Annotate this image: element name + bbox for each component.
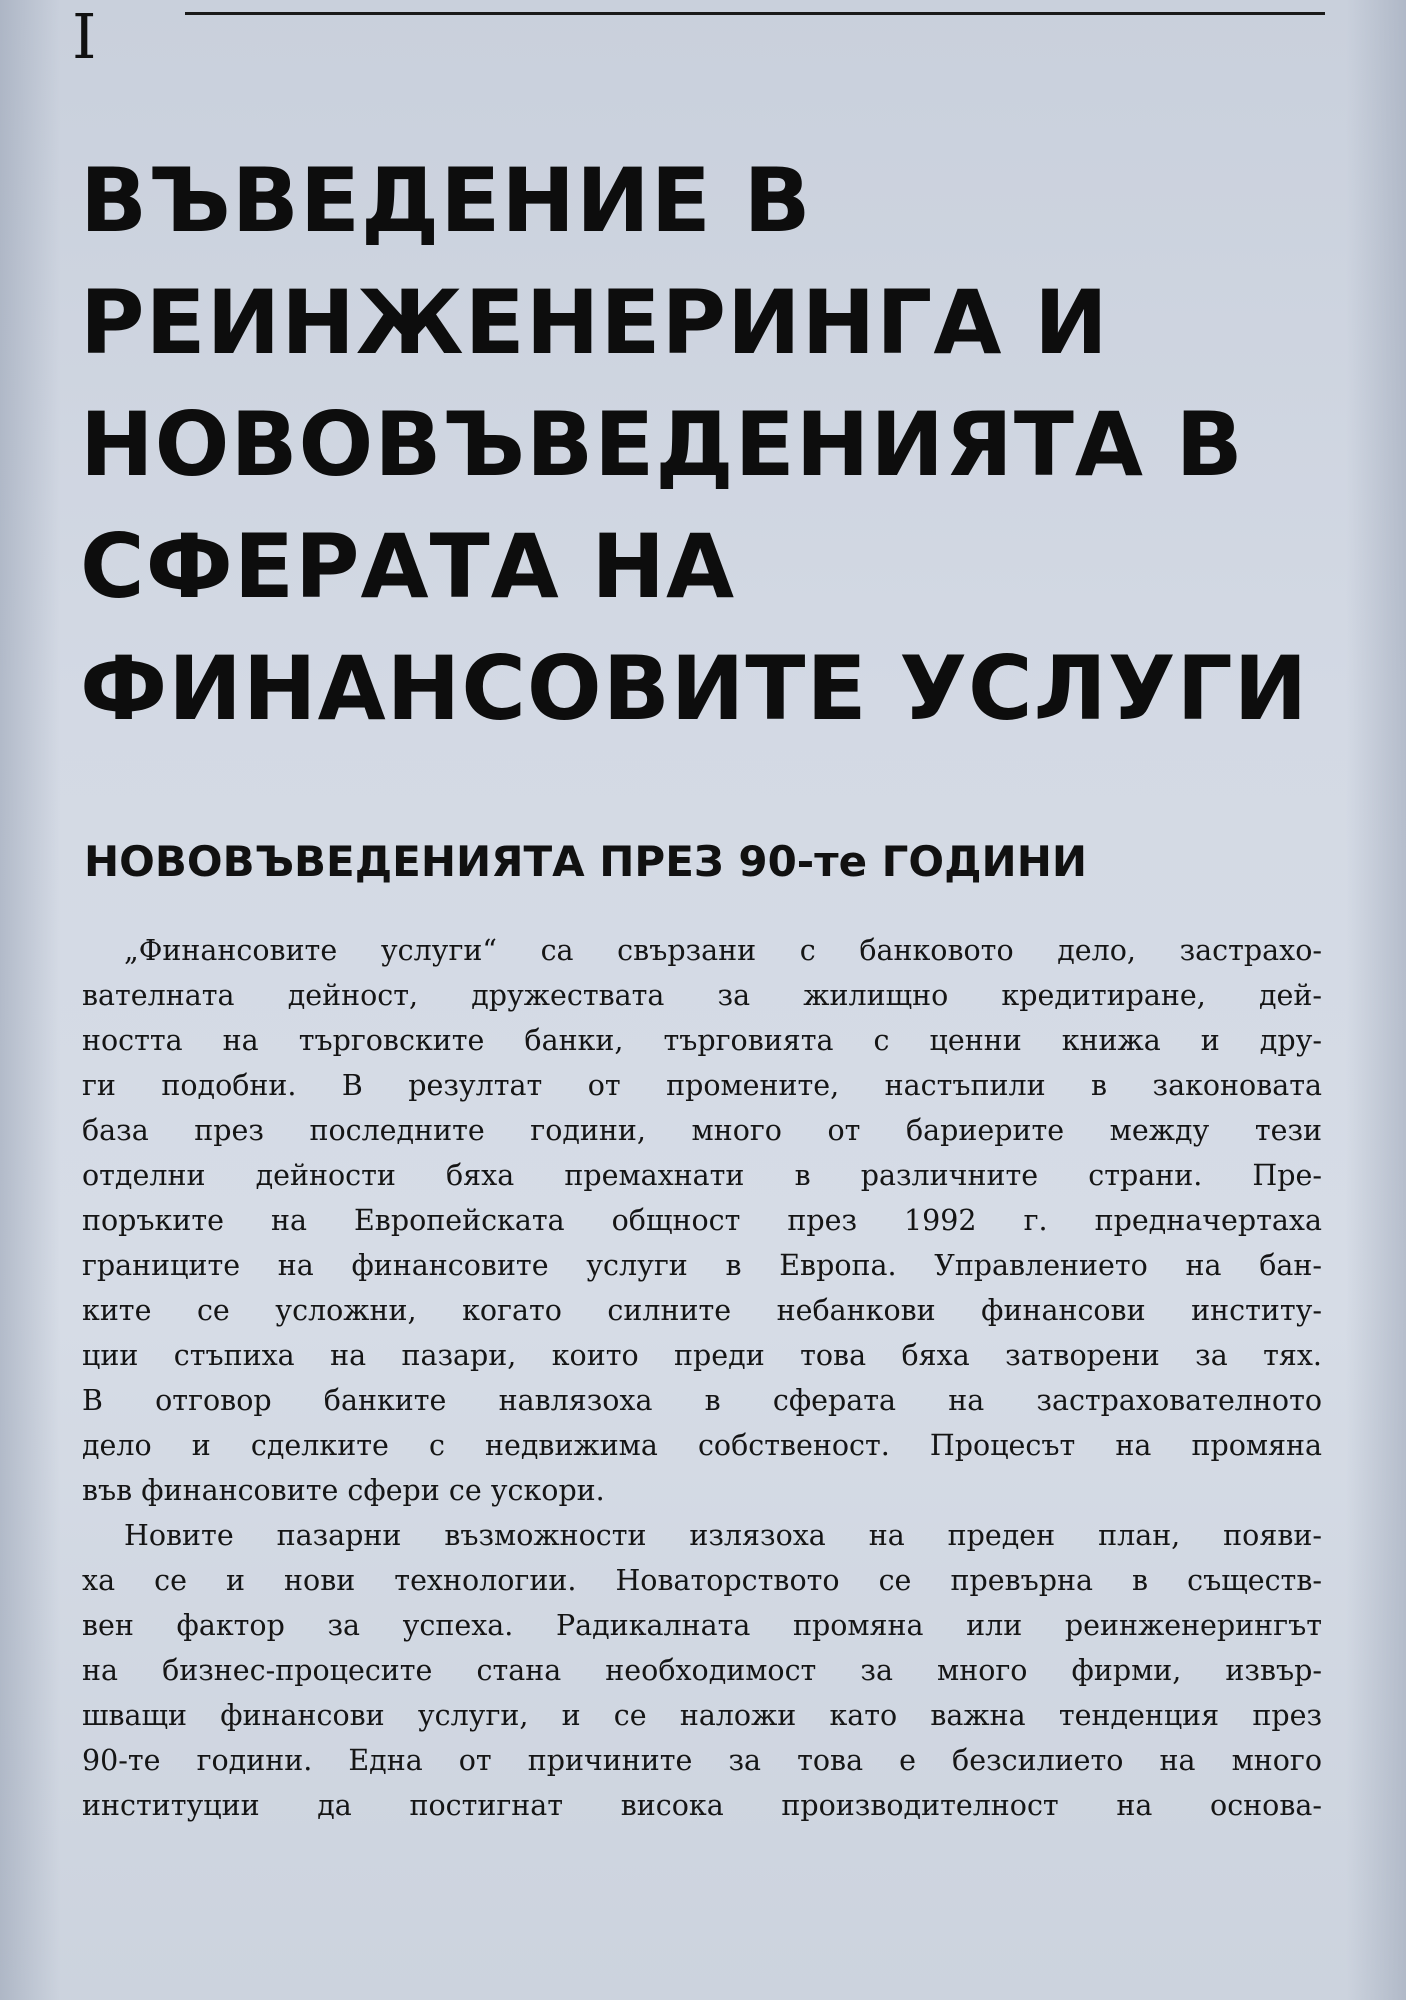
page-left-shadow [0,0,60,2000]
text-line: ги подобни. В резултат от промените, настъпили в законовата [82,1069,1322,1102]
text-line: Новите пазарни възможности излязоха на преден план, появи- [124,1519,1322,1552]
text-line: „Финансовите услуги“ са свързани с банковото дело, застрахо- [124,934,1322,967]
text-line: във финансовите сфери се ускори. [82,1474,605,1507]
chapter-numeral: I [72,0,97,73]
body-text [82,928,1322,1828]
text-line: 90-те години. Една от причините за това е безсилието на много [82,1744,1322,1777]
text-line: В отговор банките навлязоха в сферата на застрахователното [82,1384,1322,1417]
chapter-title-line: ФИНАНСОВИТЕ УСЛУГИ [80,637,1309,740]
text-line: границите на финансовите услуги в Европа. Управлението на бан- [82,1249,1322,1282]
chapter-title [80,140,1309,750]
text-line: база през последните години, много от бариерите между тези [82,1114,1322,1147]
text-line: шващи финансови услуги, и се наложи като важна тенденция през [82,1699,1322,1732]
text-line: институции да постигнат висока производителност на основа- [82,1789,1322,1822]
text-line: ции стъпиха на пазари, които преди това бяха затворени за тях. [82,1339,1322,1372]
text-line: отделни дейности бяха премахнати в различните страни. Пре- [82,1159,1322,1192]
text-line: вен фактор за успеха. Радикалната промяна или реинженерингът [82,1609,1322,1642]
text-line: поръките на Европейската общност през 1992 г. предначертаха [82,1204,1322,1237]
text-line: на бизнес-процесите стана необходимост за много фирми, извър- [82,1654,1322,1687]
chapter-title-line: НОВОВЪВЕДЕНИЯТА В [80,393,1244,496]
chapter-title-line: СФЕРАТА НА [80,515,736,618]
paragraph-1 [82,928,1322,1513]
text-line: ха се и нови технологии. Новаторството се превърна в съществ- [82,1564,1322,1597]
paragraph-2 [82,1513,1322,1828]
page-right-shadow [1346,0,1406,2000]
text-line: ността на търговските банки, търговията с ценни книжа и дру- [82,1024,1322,1057]
chapter-title-line: ВЪВЕДЕНИЕ В [80,149,812,252]
text-line: вателната дейност, дружествата за жилищно кредитиране, дей- [82,979,1322,1012]
chapter-title-line: РЕИНЖЕНЕРИНГА И [80,271,1109,374]
section-heading: НОВОВЪВЕДЕНИЯТА ПРЕЗ 90-те ГОДИНИ [84,837,1087,886]
text-line: ките се усложни, когато силните небанкови финансови институ- [82,1294,1322,1327]
text-line: дело и сделките с недвижима собственост. Процесът на промяна [82,1429,1322,1462]
header-rule [185,12,1325,15]
